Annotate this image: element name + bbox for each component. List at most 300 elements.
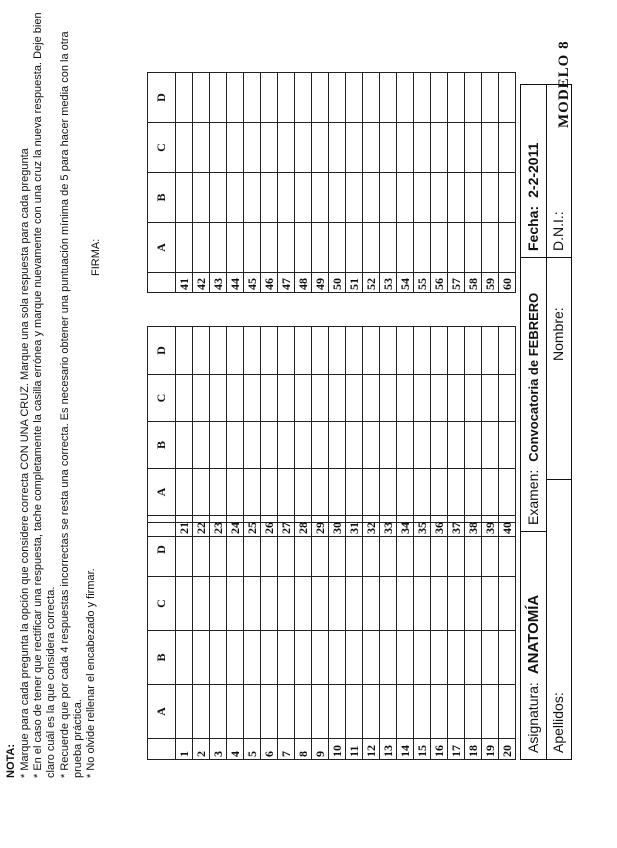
answer-box-b[interactable] xyxy=(244,631,261,685)
answer-box-a[interactable] xyxy=(346,223,363,273)
question-number: 50 xyxy=(329,273,346,293)
answer-box-a[interactable] xyxy=(329,469,346,516)
answer-box-a[interactable] xyxy=(210,685,227,739)
answer-box-c[interactable] xyxy=(312,375,329,422)
question-number: 35 xyxy=(414,516,431,537)
answer-box-a[interactable] xyxy=(312,223,329,273)
answer-box-a[interactable] xyxy=(346,685,363,739)
answer-box-c[interactable] xyxy=(499,577,516,631)
answer-box-d[interactable] xyxy=(414,327,431,375)
answer-box-a[interactable] xyxy=(193,469,210,516)
answer-box-b[interactable] xyxy=(329,173,346,223)
answer-row xyxy=(431,327,448,537)
answer-box-d[interactable] xyxy=(363,327,380,375)
answer-box-c[interactable] xyxy=(261,577,278,631)
answer-row xyxy=(244,73,261,293)
answer-table-2 xyxy=(147,326,516,537)
question-number: 52 xyxy=(363,273,380,293)
answer-box-d[interactable] xyxy=(363,73,380,123)
answer-box-d[interactable] xyxy=(431,73,448,123)
question-number: 56 xyxy=(431,273,448,293)
question-number: 23 xyxy=(210,516,227,537)
answer-box-a[interactable] xyxy=(227,223,244,273)
answer-box-a[interactable] xyxy=(499,223,516,273)
note-line: * Recuerde que por cada 4 respuestas incorrectas se resta una correcta. Es necesario obtener una puntuación mínima de 5 para hacer media con la otra xyxy=(59,31,71,778)
question-number: 15 xyxy=(414,739,431,760)
answer-box-d[interactable] xyxy=(465,73,482,123)
answer-box-a[interactable] xyxy=(499,685,516,739)
answer-box-c[interactable] xyxy=(363,123,380,173)
answer-box-a[interactable] xyxy=(261,469,278,516)
answer-box-a[interactable] xyxy=(414,685,431,739)
answer-box-c[interactable] xyxy=(431,375,448,422)
answer-box-a[interactable] xyxy=(312,469,329,516)
answer-box-b[interactable] xyxy=(397,631,414,685)
answer-box-c[interactable] xyxy=(465,375,482,422)
answer-box-c[interactable] xyxy=(363,375,380,422)
answer-box-d[interactable] xyxy=(227,327,244,375)
answer-box-b[interactable] xyxy=(261,173,278,223)
answer-box-d[interactable] xyxy=(261,73,278,123)
answer-box-c[interactable] xyxy=(397,375,414,422)
answer-box-c[interactable] xyxy=(227,123,244,173)
answer-box-b[interactable] xyxy=(465,173,482,223)
note-line: * Marque para cada pregunta la opción que considere correcta CON UNA CRUZ. Marque una sola respuesta para cada pregunta xyxy=(19,148,31,778)
answer-box-b[interactable] xyxy=(482,173,499,223)
answer-box-a[interactable] xyxy=(414,469,431,516)
answer-box-c[interactable] xyxy=(448,123,465,173)
answer-box-c[interactable] xyxy=(431,577,448,631)
answer-box-a[interactable] xyxy=(210,469,227,516)
answer-box-c[interactable] xyxy=(363,577,380,631)
answer-box-a[interactable] xyxy=(176,469,193,516)
answer-box-d[interactable] xyxy=(482,327,499,375)
answer-box-c[interactable] xyxy=(346,123,363,173)
answer-box-b[interactable] xyxy=(312,173,329,223)
answer-box-a[interactable] xyxy=(465,469,482,516)
name-field[interactable] xyxy=(547,257,571,479)
question-number: 42 xyxy=(193,273,210,293)
question-number: 43 xyxy=(210,273,227,293)
answer-box-c[interactable] xyxy=(482,123,499,173)
answer-row xyxy=(346,523,363,760)
exam-cell xyxy=(521,257,547,531)
answer-box-b[interactable] xyxy=(278,631,295,685)
answer-box-b[interactable] xyxy=(499,631,516,685)
note-line: prueba práctica. xyxy=(72,699,84,778)
answer-box-b[interactable] xyxy=(499,173,516,223)
answer-box-c[interactable] xyxy=(329,375,346,422)
answer-box-a[interactable] xyxy=(193,685,210,739)
column-header-b: B xyxy=(148,631,176,685)
answer-box-c[interactable] xyxy=(227,577,244,631)
answer-box-a[interactable] xyxy=(244,685,261,739)
answer-box-a[interactable] xyxy=(380,469,397,516)
answer-box-c[interactable] xyxy=(312,123,329,173)
answer-box-b[interactable] xyxy=(295,631,312,685)
answer-row xyxy=(278,327,295,537)
answer-box-a[interactable] xyxy=(295,469,312,516)
model-label: MODELO 8 xyxy=(556,40,572,128)
answer-box-d[interactable] xyxy=(431,327,448,375)
answer-row xyxy=(312,523,329,760)
question-number: 24 xyxy=(227,516,244,537)
answer-row xyxy=(414,523,431,760)
answer-row xyxy=(397,327,414,537)
answer-box-a[interactable] xyxy=(244,223,261,273)
note-line: * En el caso de tener que rectificar una respuesta, tache completamente la casilla errónea y marque nuevamente con una cruz la nueva respuesta. Deje bien xyxy=(32,12,44,778)
answer-box-d[interactable] xyxy=(397,73,414,123)
answer-box-c[interactable] xyxy=(244,577,261,631)
answer-box-b[interactable] xyxy=(499,422,516,469)
answer-box-c[interactable] xyxy=(346,577,363,631)
answer-box-c[interactable] xyxy=(329,577,346,631)
answer-box-b[interactable] xyxy=(312,631,329,685)
answer-box-b[interactable] xyxy=(414,422,431,469)
answer-box-c[interactable] xyxy=(295,375,312,422)
answer-box-c[interactable] xyxy=(431,123,448,173)
column-header-d: D xyxy=(148,327,176,375)
answer-box-b[interactable] xyxy=(431,173,448,223)
answer-box-c[interactable] xyxy=(397,577,414,631)
answer-box-d[interactable] xyxy=(380,327,397,375)
answer-box-b[interactable] xyxy=(278,422,295,469)
question-number: 53 xyxy=(380,273,397,293)
answer-box-b[interactable] xyxy=(380,422,397,469)
answer-box-d[interactable] xyxy=(346,327,363,375)
answer-box-c[interactable] xyxy=(499,123,516,173)
answer-box-d[interactable] xyxy=(261,327,278,375)
answer-row xyxy=(499,523,516,760)
answer-box-c[interactable] xyxy=(414,123,431,173)
answer-box-b[interactable] xyxy=(363,422,380,469)
answer-box-a[interactable] xyxy=(397,223,414,273)
answer-box-c[interactable] xyxy=(482,577,499,631)
answer-box-b[interactable] xyxy=(295,173,312,223)
answer-box-c[interactable] xyxy=(210,375,227,422)
answer-box-c[interactable] xyxy=(295,123,312,173)
answer-box-d[interactable] xyxy=(465,327,482,375)
answer-box-a[interactable] xyxy=(448,469,465,516)
answer-box-a[interactable] xyxy=(261,685,278,739)
answer-box-a[interactable] xyxy=(278,685,295,739)
answer-box-b[interactable] xyxy=(482,631,499,685)
answer-box-a[interactable] xyxy=(261,223,278,273)
question-number: 2 xyxy=(193,739,210,760)
answer-box-c[interactable] xyxy=(380,123,397,173)
answer-box-a[interactable] xyxy=(499,469,516,516)
answer-box-b[interactable] xyxy=(482,422,499,469)
dni-label: D.N.I.: xyxy=(550,211,566,251)
answer-row xyxy=(397,73,414,293)
answer-table-header xyxy=(148,327,176,537)
answer-box-b[interactable] xyxy=(261,631,278,685)
answer-box-a[interactable] xyxy=(227,469,244,516)
answer-box-d[interactable] xyxy=(193,327,210,375)
answer-box-d[interactable] xyxy=(329,73,346,123)
answer-box-b[interactable] xyxy=(380,173,397,223)
answer-box-b[interactable] xyxy=(312,422,329,469)
answer-box-a[interactable] xyxy=(380,685,397,739)
answer-box-c[interactable] xyxy=(210,123,227,173)
answer-box-c[interactable] xyxy=(176,375,193,422)
answer-box-b[interactable] xyxy=(193,422,210,469)
answer-box-b[interactable] xyxy=(465,631,482,685)
answer-box-b[interactable] xyxy=(380,631,397,685)
answer-row xyxy=(329,327,346,537)
answer-box-c[interactable] xyxy=(346,375,363,422)
answer-box-b[interactable] xyxy=(193,173,210,223)
answer-box-b[interactable] xyxy=(261,422,278,469)
answer-box-c[interactable] xyxy=(380,577,397,631)
answer-box-b[interactable] xyxy=(227,422,244,469)
answer-box-b[interactable] xyxy=(465,422,482,469)
answer-box-c[interactable] xyxy=(465,577,482,631)
answer-row xyxy=(193,327,210,537)
question-number: 1 xyxy=(176,739,193,760)
answer-box-d[interactable] xyxy=(176,73,193,123)
answer-box-a[interactable] xyxy=(210,223,227,273)
subject-cell xyxy=(521,531,547,759)
answer-box-c[interactable] xyxy=(176,123,193,173)
answer-box-a[interactable] xyxy=(176,685,193,739)
answer-box-c[interactable] xyxy=(312,577,329,631)
answer-box-c[interactable] xyxy=(295,577,312,631)
answer-box-b[interactable] xyxy=(210,173,227,223)
answer-box-d[interactable] xyxy=(448,327,465,375)
answer-box-a[interactable] xyxy=(380,223,397,273)
answer-row xyxy=(397,523,414,760)
answer-box-d[interactable] xyxy=(380,73,397,123)
answer-box-d[interactable] xyxy=(499,73,516,123)
answer-box-a[interactable] xyxy=(176,223,193,273)
answer-row xyxy=(193,73,210,293)
answer-box-b[interactable] xyxy=(210,422,227,469)
answer-box-c[interactable] xyxy=(210,577,227,631)
answer-row xyxy=(482,73,499,293)
answer-box-a[interactable] xyxy=(329,685,346,739)
answer-box-c[interactable] xyxy=(380,375,397,422)
answer-row xyxy=(482,523,499,760)
answer-box-c[interactable] xyxy=(499,375,516,422)
answer-box-c[interactable] xyxy=(465,123,482,173)
answer-box-c[interactable] xyxy=(193,375,210,422)
answer-box-a[interactable] xyxy=(363,685,380,739)
answer-box-a[interactable] xyxy=(431,469,448,516)
answer-box-d[interactable] xyxy=(312,73,329,123)
answer-box-b[interactable] xyxy=(295,422,312,469)
answer-box-c[interactable] xyxy=(261,123,278,173)
answer-box-b[interactable] xyxy=(176,631,193,685)
answer-row xyxy=(329,523,346,760)
question-number: 19 xyxy=(482,739,499,760)
answer-box-b[interactable] xyxy=(363,173,380,223)
answer-box-c[interactable] xyxy=(176,577,193,631)
answer-box-c[interactable] xyxy=(227,375,244,422)
answer-box-d[interactable] xyxy=(482,73,499,123)
answer-box-b[interactable] xyxy=(244,173,261,223)
question-number: 26 xyxy=(261,516,278,537)
answer-box-a[interactable] xyxy=(397,685,414,739)
answer-row xyxy=(278,73,295,293)
question-number: 14 xyxy=(397,739,414,760)
column-header-b: B xyxy=(148,173,176,223)
answer-box-b[interactable] xyxy=(431,631,448,685)
surname-field[interactable] xyxy=(547,479,571,759)
answer-box-a[interactable] xyxy=(465,685,482,739)
answer-box-a[interactable] xyxy=(482,685,499,739)
answer-box-a[interactable] xyxy=(329,223,346,273)
answer-box-a[interactable] xyxy=(244,469,261,516)
notes-title: NOTA: xyxy=(5,743,17,778)
answer-box-b[interactable] xyxy=(329,631,346,685)
answer-box-a[interactable] xyxy=(448,685,465,739)
answer-box-c[interactable] xyxy=(193,123,210,173)
answer-box-b[interactable] xyxy=(448,422,465,469)
answer-box-b[interactable] xyxy=(227,173,244,223)
answer-box-d[interactable] xyxy=(448,73,465,123)
answer-box-c[interactable] xyxy=(448,577,465,631)
question-number: 46 xyxy=(261,273,278,293)
answer-box-c[interactable] xyxy=(329,123,346,173)
answer-box-c[interactable] xyxy=(193,577,210,631)
question-number: 25 xyxy=(244,516,261,537)
answer-box-b[interactable] xyxy=(346,173,363,223)
answer-box-a[interactable] xyxy=(448,223,465,273)
answer-row xyxy=(482,327,499,537)
answer-box-b[interactable] xyxy=(346,631,363,685)
answer-box-d[interactable] xyxy=(244,73,261,123)
answer-box-d[interactable] xyxy=(176,327,193,375)
answer-row xyxy=(380,73,397,293)
answer-row xyxy=(193,523,210,760)
answer-box-a[interactable] xyxy=(346,469,363,516)
answer-box-a[interactable] xyxy=(363,469,380,516)
answer-box-b[interactable] xyxy=(210,631,227,685)
answer-box-b[interactable] xyxy=(346,422,363,469)
column-header-a: A xyxy=(148,469,176,516)
answer-box-b[interactable] xyxy=(193,631,210,685)
question-number: 38 xyxy=(465,516,482,537)
answer-box-b[interactable] xyxy=(448,173,465,223)
question-number: 49 xyxy=(312,273,329,293)
question-number: 7 xyxy=(278,739,295,760)
answer-box-d[interactable] xyxy=(397,327,414,375)
answer-box-d[interactable] xyxy=(312,327,329,375)
answer-box-b[interactable] xyxy=(363,631,380,685)
question-number: 12 xyxy=(363,739,380,760)
question-number: 22 xyxy=(193,516,210,537)
answer-box-d[interactable] xyxy=(210,327,227,375)
answer-box-b[interactable] xyxy=(397,173,414,223)
answer-box-a[interactable] xyxy=(431,685,448,739)
answer-box-b[interactable] xyxy=(414,631,431,685)
answer-box-c[interactable] xyxy=(414,375,431,422)
answer-box-c[interactable] xyxy=(261,375,278,422)
question-number: 47 xyxy=(278,273,295,293)
answer-box-d[interactable] xyxy=(499,327,516,375)
answer-box-a[interactable] xyxy=(295,685,312,739)
question-number: 9 xyxy=(312,739,329,760)
answer-box-a[interactable] xyxy=(278,469,295,516)
answer-box-b[interactable] xyxy=(176,422,193,469)
answer-row xyxy=(431,523,448,760)
answer-box-a[interactable] xyxy=(278,223,295,273)
number-column-header xyxy=(148,516,176,537)
answer-row xyxy=(261,523,278,760)
question-number: 31 xyxy=(346,516,363,537)
question-number: 37 xyxy=(448,516,465,537)
question-number: 41 xyxy=(176,273,193,293)
exam-label: Examen: xyxy=(525,469,541,525)
column-header-c: C xyxy=(148,123,176,173)
answer-box-a[interactable] xyxy=(295,223,312,273)
answer-box-b[interactable] xyxy=(244,422,261,469)
answer-box-a[interactable] xyxy=(312,685,329,739)
answer-box-a[interactable] xyxy=(482,223,499,273)
answer-box-b[interactable] xyxy=(278,173,295,223)
question-number: 13 xyxy=(380,739,397,760)
answer-row xyxy=(465,73,482,293)
answer-box-d[interactable] xyxy=(210,73,227,123)
answer-box-d[interactable] xyxy=(278,73,295,123)
answer-box-c[interactable] xyxy=(278,375,295,422)
answer-row xyxy=(210,523,227,760)
answer-box-a[interactable] xyxy=(482,469,499,516)
answer-box-c[interactable] xyxy=(244,375,261,422)
answer-box-d[interactable] xyxy=(414,73,431,123)
answer-box-d[interactable] xyxy=(278,327,295,375)
answer-box-d[interactable] xyxy=(295,327,312,375)
answer-box-c[interactable] xyxy=(448,375,465,422)
answer-box-a[interactable] xyxy=(414,223,431,273)
answer-box-c[interactable] xyxy=(397,123,414,173)
question-number: 60 xyxy=(499,273,516,293)
answer-box-c[interactable] xyxy=(278,123,295,173)
answer-box-d[interactable] xyxy=(295,73,312,123)
answer-box-c[interactable] xyxy=(244,123,261,173)
answer-table-3 xyxy=(147,72,516,293)
answer-box-b[interactable] xyxy=(176,173,193,223)
answer-box-b[interactable] xyxy=(397,422,414,469)
answer-box-a[interactable] xyxy=(193,223,210,273)
answer-box-a[interactable] xyxy=(465,223,482,273)
answer-box-d[interactable] xyxy=(193,73,210,123)
answer-box-a[interactable] xyxy=(227,685,244,739)
question-number: 27 xyxy=(278,516,295,537)
question-number: 51 xyxy=(346,273,363,293)
answer-box-a[interactable] xyxy=(397,469,414,516)
answer-box-c[interactable] xyxy=(482,375,499,422)
answer-box-a[interactable] xyxy=(431,223,448,273)
answer-box-b[interactable] xyxy=(329,422,346,469)
answer-box-d[interactable] xyxy=(244,327,261,375)
answer-box-b[interactable] xyxy=(448,631,465,685)
column-header-d: D xyxy=(148,523,176,577)
answer-box-c[interactable] xyxy=(278,577,295,631)
answer-box-b[interactable] xyxy=(431,422,448,469)
answer-row xyxy=(261,73,278,293)
dni-field[interactable] xyxy=(547,85,571,257)
question-number: 29 xyxy=(312,516,329,537)
answer-box-b[interactable] xyxy=(414,173,431,223)
answer-box-c[interactable] xyxy=(414,577,431,631)
answer-box-d[interactable] xyxy=(346,73,363,123)
answer-box-b[interactable] xyxy=(227,631,244,685)
answer-box-d[interactable] xyxy=(329,327,346,375)
answer-box-a[interactable] xyxy=(363,223,380,273)
answer-box-d[interactable] xyxy=(227,73,244,123)
